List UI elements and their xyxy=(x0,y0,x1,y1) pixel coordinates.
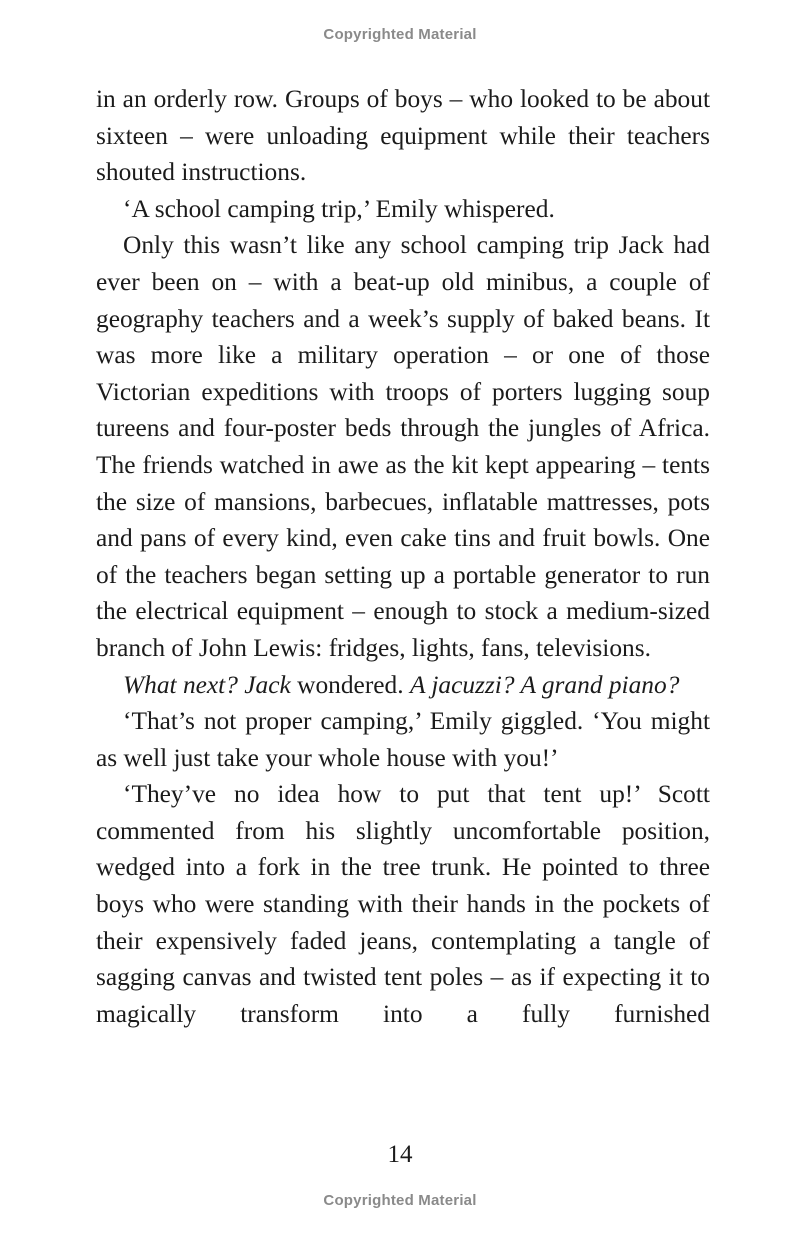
paragraph-1 xyxy=(96,81,710,191)
text-segment: in an orderly row. Groups of boys – who looked to be about sixteen – were unloading equipment while their teachers shouted instructions. xyxy=(96,85,710,187)
copyright-watermark-bottom: Copyrighted Material xyxy=(323,1192,477,1209)
paragraph-4 xyxy=(96,667,710,704)
italic-text-segment: What next? Jack xyxy=(123,670,291,699)
italic-text-segment: A jacuzzi? A grand piano? xyxy=(409,670,680,699)
page-number: 14 xyxy=(387,1141,413,1168)
paragraph-6 xyxy=(96,776,710,1032)
paragraph-2 xyxy=(96,191,710,228)
paragraph-3 xyxy=(96,227,710,666)
body-text xyxy=(96,81,710,1032)
text-segment: ‘They’ve no idea how to put that tent up!’ Scott commented from his slightly uncomfortable position, wedged into a fork in the tree trunk. He pointed to three boys who were standing with their hands in the pockets of their expensively faded jeans, contemplating a tangle of sagging canvas and twisted tent poles – as if expecting it to magically transform into a fully furnished xyxy=(96,780,710,1028)
text-segment: wondered. xyxy=(290,670,410,699)
paragraph-5 xyxy=(96,703,710,776)
text-segment: ‘That’s not proper camping,’ Emily giggled. ‘You might as well just take your whole house with you!’ xyxy=(96,707,710,772)
text-segment: Only this wasn’t like any school camping trip Jack had ever been on – with a beat-up old minibus, a couple of geography teachers and a week’s supply of baked beans. It was more like a military operation – or one of those Victorian expeditions with troops of porters lugging soup tureens and four-poster beds through the jungles of Africa. The friends watched in awe as the kit kept appearing – tents the size of mansions, barbecues, inflatable mattresses, pots and pans of every kind, even cake tins and fruit bowls. One of the teachers began setting up a portable generator to run the electrical equipment – enough to stock a medium-sized branch of John Lewis: fridges, lights, fans, televisions. xyxy=(96,231,710,662)
text-segment: ‘A school camping trip,’ Emily whispered. xyxy=(123,194,555,223)
copyright-watermark-top: Copyrighted Material xyxy=(323,26,477,43)
